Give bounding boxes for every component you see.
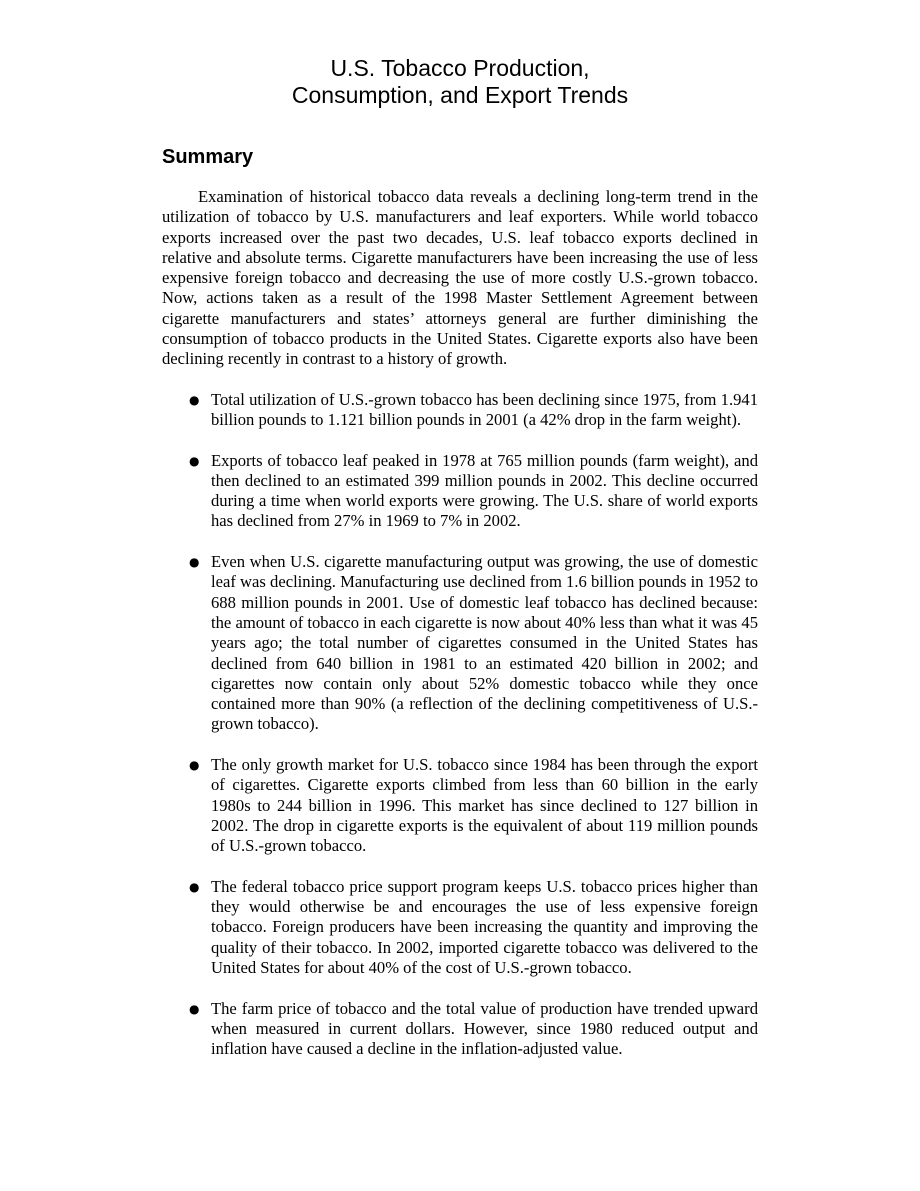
summary-heading: Summary [162,146,254,168]
bullet-text: The only growth market for U.S. tobacco since 1984 has been through the export of cigarettes. Cigarette exports climbed from less than 60 billion in the early 1980s to 244 billion in 1996. This market has since declined to 127 billion in 2002. The drop in cigarette exports is the equivalent of about 119 million pounds of U.S.-grown tobacco. [211,755,758,856]
bullet-text: The farm price of tobacco and the total value of production have trended upward when measured in current dollars. However, since 1980 reduced output and inflation have caused a decline in the inflation-adjusted value. [211,998,758,1059]
title-line-2: Consumption, and Export Trends [291,82,629,108]
bullet-item [162,755,758,856]
bullet-item [162,552,758,735]
bullet-icon: ● [189,879,200,894]
summary-intro-paragraph: Examination of historical tobacco data reveals a declining long-term trend in the utilization of tobacco by U.S. manufacturers and leaf exporters. While world tobacco exports increased over the past two decades, U.S. leaf tobacco exports declined in relative and absolute terms. Cigarette manufacturers have been increasing the use of less expensive foreign tobacco and decreasing the use of more costly U.S.-grown tobacco. Now, actions taken as a result of the 1998 Master Settlement Agreement between cigarette manufacturers and states’ attorneys general are further diminishing the consumption of tobacco products in the United States. Cigarette exports also have been declining recently in contrast to a history of growth. [162,187,758,369]
bullet-item [162,390,758,431]
bullet-item [162,999,758,1060]
bullet-icon: ● [189,758,200,773]
summary-bullet-list [162,390,758,1060]
bullet-item [162,451,758,532]
bullet-icon: ● [189,555,200,570]
bullet-icon: ● [189,392,200,407]
title-line-1: U.S. Tobacco Production, [330,55,590,81]
bullet-icon: ● [189,453,200,468]
bullet-text: The federal tobacco price support program keeps U.S. tobacco prices higher than they would otherwise be and encourages the use of less expensive foreign tobacco. Foreign producers have been increasing the quantity and improving the quality of their tobacco. In 2002, imported cigarette tobacco was delivered to the United States for about 40% of the cost of U.S.-grown tobacco. [211,876,758,977]
bullet-text: Exports of tobacco leaf peaked in 1978 at 765 million pounds (farm weight), and then declined to an estimated 399 million pounds in 2002. This decline occurred during a time when world exports were growing. The U.S. share of world exports has declined from 27% in 1969 to 7% in 2002. [211,450,758,531]
document-page [162,55,758,1080]
bullet-text: Total utilization of U.S.-grown tobacco has been declining since 1975, from 1.941 billion pounds to 1.121 billion pounds in 2001 (a 42% drop in the farm weight). [211,389,758,429]
bullet-item [162,877,758,978]
bullet-icon: ● [189,1001,200,1016]
document-title [162,55,758,109]
bullet-text: Even when U.S. cigarette manufacturing output was growing, the use of domestic leaf was declining. Manufacturing use declined from 1.6 billion pounds in 1952 to 688 million pounds in 2001. Use of domestic leaf tobacco has declined because: the amount of tobacco in each cigarette is now about 40% less than what it was 45 years ago; the total number of cigarettes consumed in the United States has declined from 640 billion in 1981 to an estimated 420 billion in 2002; and cigarettes now contain only about 52% domestic tobacco while they once contained more than 90% (a reflection of the declining competitiveness of U.S.-grown tobacco). [211,552,758,734]
